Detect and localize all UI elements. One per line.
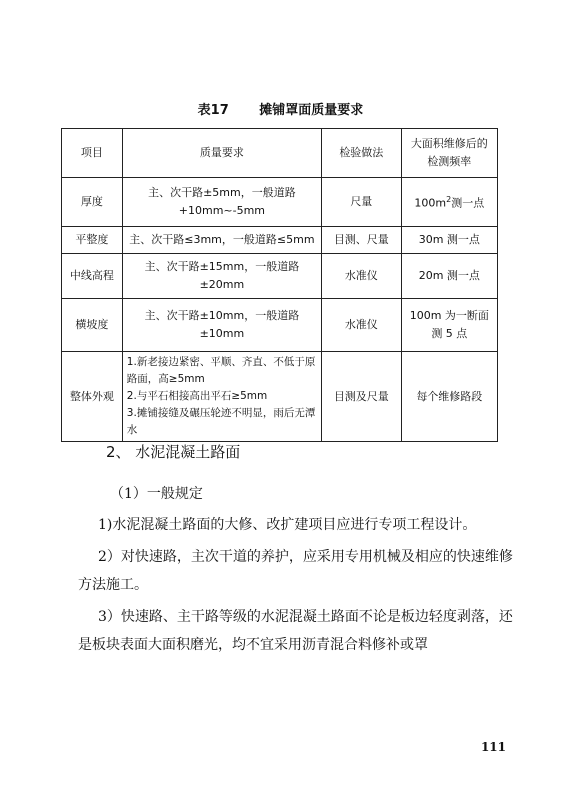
cell-frequency: 100m 为一断面测 5 点 bbox=[401, 299, 497, 352]
cell-method: 水准仪 bbox=[322, 254, 402, 299]
paragraph: 2）对快速路，主次干道的养护，应采用专用机械及相应的快速维修方法施工。 bbox=[78, 549, 513, 593]
caption-title: 摊铺罩面质量要求 bbox=[259, 103, 364, 118]
cell-requirement bbox=[122, 352, 321, 442]
cell-frequency: 30m 测一点 bbox=[401, 227, 497, 254]
cell-item: 平整度 bbox=[62, 227, 123, 254]
header-method: 检验做法 bbox=[322, 129, 402, 178]
table-row bbox=[62, 254, 498, 299]
table-row bbox=[62, 227, 498, 254]
quality-table bbox=[61, 128, 498, 442]
header-item: 项目 bbox=[62, 129, 123, 178]
cell-frequency bbox=[401, 178, 497, 227]
freq-sup: 2 bbox=[446, 195, 452, 205]
table-header-row bbox=[62, 129, 498, 178]
cell-method: 目测及尺量 bbox=[322, 352, 402, 442]
table-row bbox=[62, 178, 498, 227]
cell-frequency: 20m 测一点 bbox=[401, 254, 497, 299]
page-number: 111 bbox=[480, 740, 506, 754]
paragraph: 3）快速路、主干路等级的水泥混凝土路面不论是板边轻度剥落，还是板块表面大面积磨光，均不宜采用沥青混合料修补或罩 bbox=[78, 609, 513, 653]
cell-requirement: 主、次干路±5mm，一般道路+10mm~-5mm bbox=[122, 178, 321, 227]
freq-tail: 测一点 bbox=[451, 196, 485, 210]
cell-item: 厚度 bbox=[62, 178, 123, 227]
table-row bbox=[62, 352, 498, 442]
header-frequency: 大面积维修后的检测频率 bbox=[401, 129, 497, 178]
subsection-heading: （1）一般规定 bbox=[110, 486, 203, 502]
cell-requirement: 主、次干路±10mm，一般道路±10mm bbox=[122, 299, 321, 352]
cell-requirement: 主、次干路≤3mm，一般道路≤5mm bbox=[122, 227, 321, 254]
cell-item: 中线高程 bbox=[62, 254, 123, 299]
paragraph: 1)水泥混凝土路面的大修、改扩建项目应进行专项工程设计。 bbox=[98, 517, 477, 533]
cell-requirement: 主、次干路±15mm，一般道路±20mm bbox=[122, 254, 321, 299]
caption-label: 表17 bbox=[197, 103, 229, 118]
requirement-line: 1.新老接边紧密、平顺、齐直、不低于原路面，高≥5mm bbox=[126, 356, 316, 385]
cell-frequency: 每个维修路段 bbox=[401, 352, 497, 442]
cell-method: 水准仪 bbox=[322, 299, 402, 352]
table-caption bbox=[0, 99, 561, 118]
cell-method: 目测、尺量 bbox=[322, 227, 402, 254]
freq-base: 100m bbox=[414, 196, 447, 210]
section-heading: 2、 水泥混凝土路面 bbox=[106, 443, 241, 461]
requirement-line: 3.摊铺接缝及碾压轮迹不明显，雨后无潭水 bbox=[126, 407, 316, 436]
cell-item: 整体外观 bbox=[62, 352, 123, 442]
table-row bbox=[62, 299, 498, 352]
cell-method: 尺量 bbox=[322, 178, 402, 227]
requirement-line: 2.与平石相接高出平石≥5mm bbox=[126, 390, 268, 402]
header-requirement: 质量要求 bbox=[122, 129, 321, 178]
cell-item: 横坡度 bbox=[62, 299, 123, 352]
